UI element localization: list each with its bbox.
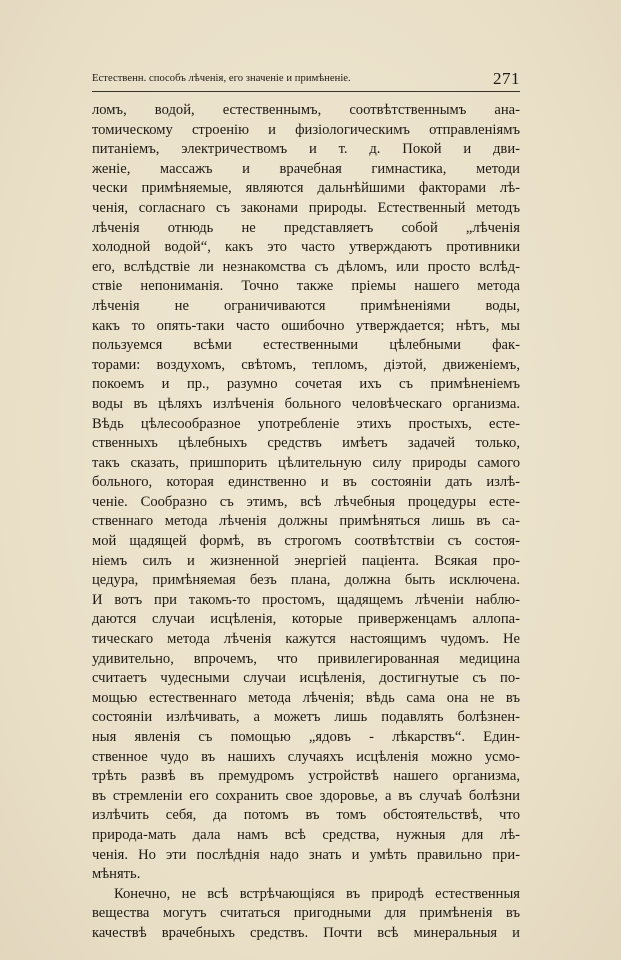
text-line: ломъ, водой, естественнымъ, соотвѣтственнымъ ана-	[92, 102, 520, 118]
text-line: излѣчить себя, да потомъ въ томъ обстоятельствѣ, что	[92, 807, 520, 824]
text-line: въ стремленіи его сохранить свое здоровье, а въ случаѣ болѣзни	[92, 787, 520, 804]
text-line: ченія. Но эти послѣднія надо знать и умѣть правильно при-	[92, 846, 520, 863]
text-line: И вотъ при такомъ-то простомъ, щадящемъ лѣченіи наблю-	[92, 591, 520, 608]
text-line: даются случаи исцѣленія, которые приверженцамъ аллопа-	[92, 611, 520, 628]
body-text	[92, 101, 520, 944]
text-line: тическаго метода лѣченія кажутся настоящимъ чудомъ. Не	[92, 631, 520, 648]
text-line: ственныхъ цѣлебныхъ средствъ имѣетъ задачей только,	[92, 435, 520, 452]
text-line: лѣченія не ограничиваются примѣненіями воды,	[92, 297, 520, 314]
text-line: качествѣ врачебныхъ средствъ. Почти всѣ минеральныя и	[92, 924, 520, 941]
text-line: удивительно, впрочемъ, что привилегированная медицина	[92, 650, 520, 667]
text-line: ственное чудо въ нашихъ случаяхъ исцѣленія можно усмо-	[92, 748, 520, 765]
text-line: ствіе непониманія. Точно также пріемы нашего метода	[92, 278, 520, 295]
text-line: ныя явленія съ помощью „ядовъ - лѣкарствъ“. Един-	[92, 729, 520, 745]
page-header	[92, 69, 520, 92]
text-line: торами: воздухомъ, свѣтомъ, тепломъ, діэтой, движеніемъ,	[92, 356, 520, 373]
text-line: считаетъ чудесными случаи исцѣленія, достигнутые съ по-	[92, 670, 520, 687]
text-line: вещества могутъ считаться пригодными для примѣненія въ	[92, 905, 520, 922]
text-line: ніемъ силъ и жизненной энергіей паціента. Всякая про-	[92, 552, 520, 569]
text-line: состояніи излѣчивать, а можетъ лишь подавлять болѣзнен-	[92, 709, 520, 726]
text-line: трѣть развѣ въ премудромъ устройствѣ нашего организма,	[92, 768, 520, 785]
text-line: женіе, массажъ и врачебная гимнастика, методи	[92, 160, 520, 177]
text-line: такъ сказать, пришпорить цѣлительную силу природы самого	[92, 454, 520, 471]
text-line: какъ то опять-таки часто ошибочно утверждается; нѣтъ, мы	[92, 317, 520, 334]
text-line: ченія, согласнаго съ законами природы. Естественный методъ	[92, 199, 520, 216]
text-line: ченіе. Сообразно съ этимъ, всѣ лѣчебныя процедуры есте-	[92, 493, 520, 510]
text-line: чески примѣняемые, являются дальнѣйшими факторами лѣ-	[92, 180, 520, 197]
text-line: холодной водой“, какъ это часто утверждаютъ противники	[92, 239, 520, 256]
text-line: природа-мать дала намъ всѣ средства, нужныя для лѣ-	[92, 826, 520, 843]
text-line: томическому строенію и физіологическимъ отправленіямъ	[92, 121, 520, 138]
page-number: 271	[493, 69, 520, 88]
running-title: Естественн. способъ лѣченія, его значеніе и примѣненіе.	[92, 73, 351, 84]
text-line: Вѣдь цѣлесообразное употребленіе этихъ простыхъ, есте-	[92, 415, 520, 432]
text-line: больного, которая единственно и въ состояніи дать излѣ-	[92, 474, 520, 491]
text-line: цедура, примѣняемая безъ плана, должна быть исключена.	[92, 572, 520, 589]
text-line: мой щадящей формѣ, въ строгомъ соотвѣтствіи съ состоя-	[92, 533, 520, 550]
text-line: мѣнять.	[92, 866, 141, 883]
text-line: питаніемъ, электричествомъ и т. д. Покой и дви-	[92, 141, 520, 158]
text-line: Конечно, не всѣ встрѣчающіяся въ природѣ естественныя	[114, 885, 520, 902]
text-line: пользуемся всѣми естественными цѣлебными фак-	[92, 337, 520, 354]
text-line: покоемъ и пр., разумно сочетая ихъ съ примѣненіемъ	[92, 376, 520, 393]
text-line: лѣченія отнюдь не представляетъ собой „лѣченія	[92, 219, 520, 236]
text-line: мощью естественнаго метода лѣченія; вѣдь сама она не въ	[92, 689, 520, 706]
text-line: ственнаго метода лѣченія должны примѣняться лишь въ са-	[92, 513, 520, 530]
text-line: воды въ цѣляхъ излѣченія больного человѣческаго организма.	[92, 395, 520, 412]
text-line: его, вслѣдствіе ли незнакомства съ дѣломъ, или просто вслѣд-	[92, 258, 520, 275]
